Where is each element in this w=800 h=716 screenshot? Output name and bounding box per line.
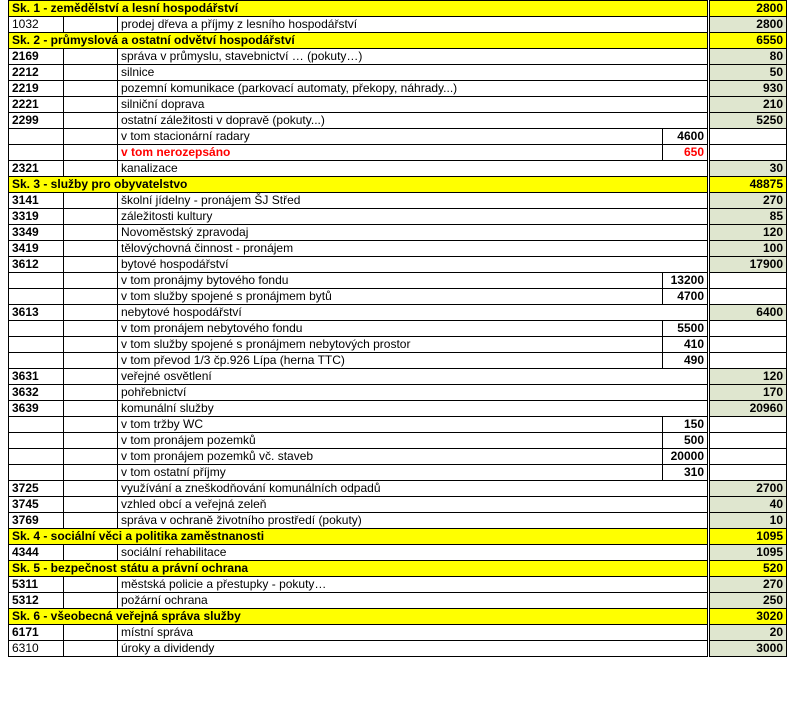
sub-item-description: v tom ostatní příjmy bbox=[118, 465, 663, 481]
item-code: 3613 bbox=[9, 305, 64, 321]
section-total: 48875 bbox=[710, 177, 787, 193]
section-title: Sk. 3 - služby pro obyvatelstvo bbox=[9, 177, 708, 193]
section-row bbox=[9, 177, 787, 193]
blank-cell bbox=[64, 385, 118, 401]
item-code: 3632 bbox=[9, 385, 64, 401]
blank-cell bbox=[9, 289, 64, 305]
sub-item-description: v tom služby spojené s pronájmem bytů bbox=[118, 289, 663, 305]
item-value: 210 bbox=[710, 97, 787, 113]
section-total: 3020 bbox=[710, 609, 787, 625]
item-row bbox=[9, 225, 787, 241]
item-code: 3612 bbox=[9, 257, 64, 273]
blank-cell bbox=[64, 417, 118, 433]
section-row bbox=[9, 1, 787, 17]
item-description: městská policie a přestupky - pokuty… bbox=[118, 577, 708, 593]
blank-cell bbox=[710, 353, 787, 369]
item-code: 3631 bbox=[9, 369, 64, 385]
sub-item-row bbox=[9, 337, 787, 353]
item-value: 20960 bbox=[710, 401, 787, 417]
item-value: 2700 bbox=[710, 481, 787, 497]
item-description: bytové hospodářství bbox=[118, 257, 708, 273]
blank-cell bbox=[710, 145, 787, 161]
item-description: využívání a zneškodňování komunálních odpadů bbox=[118, 481, 708, 497]
item-description: pozemní komunikace (parkovací automaty, překopy, náhrady...) bbox=[118, 81, 708, 97]
item-value: 80 bbox=[710, 49, 787, 65]
item-code: 3745 bbox=[9, 497, 64, 513]
item-description: silnice bbox=[118, 65, 708, 81]
item-code: 2321 bbox=[9, 161, 64, 177]
blank-cell bbox=[64, 241, 118, 257]
blank-cell bbox=[64, 369, 118, 385]
blank-cell bbox=[710, 289, 787, 305]
item-row bbox=[9, 497, 787, 513]
blank-cell bbox=[64, 65, 118, 81]
sub-item-description: v tom pronájem pozemků vč. staveb bbox=[118, 449, 663, 465]
blank-cell bbox=[64, 49, 118, 65]
section-total: 1095 bbox=[710, 529, 787, 545]
section-total: 6550 bbox=[710, 33, 787, 49]
sub-item-description: v tom převod 1/3 čp.926 Lípa (herna TTC) bbox=[118, 353, 663, 369]
blank-cell bbox=[64, 593, 118, 609]
blank-cell bbox=[9, 337, 64, 353]
blank-cell bbox=[9, 353, 64, 369]
item-code: 3319 bbox=[9, 209, 64, 225]
blank-cell bbox=[64, 337, 118, 353]
item-row bbox=[9, 593, 787, 609]
budget-table bbox=[8, 0, 787, 657]
section-row bbox=[9, 609, 787, 625]
sub-item-description: v tom nerozepsáno bbox=[118, 145, 663, 161]
item-description: správa v průmyslu, stavebnictví … (pokuty…) bbox=[118, 49, 708, 65]
blank-cell bbox=[64, 129, 118, 145]
item-code: 3419 bbox=[9, 241, 64, 257]
blank-cell bbox=[64, 433, 118, 449]
sub-item-value: 4600 bbox=[663, 129, 708, 145]
sub-item-row bbox=[9, 353, 787, 369]
item-description: ostatní záležitosti v dopravě (pokuty...) bbox=[118, 113, 708, 129]
item-value: 170 bbox=[710, 385, 787, 401]
blank-cell bbox=[64, 321, 118, 337]
blank-cell bbox=[64, 161, 118, 177]
item-code: 3725 bbox=[9, 481, 64, 497]
blank-cell bbox=[64, 257, 118, 273]
sub-item-row bbox=[9, 433, 787, 449]
item-value: 2800 bbox=[710, 17, 787, 33]
item-row bbox=[9, 513, 787, 529]
item-code: 1032 bbox=[9, 17, 64, 33]
section-total: 2800 bbox=[710, 1, 787, 17]
blank-cell bbox=[64, 513, 118, 529]
section-title: Sk. 2 - průmyslová a ostatní odvětví hospodářství bbox=[9, 33, 708, 49]
item-code: 2219 bbox=[9, 81, 64, 97]
item-code: 3769 bbox=[9, 513, 64, 529]
blank-cell bbox=[64, 545, 118, 561]
blank-cell bbox=[9, 129, 64, 145]
item-row bbox=[9, 305, 787, 321]
blank-cell bbox=[64, 145, 118, 161]
sub-item-value: 410 bbox=[663, 337, 708, 353]
item-row bbox=[9, 97, 787, 113]
item-description: nebytové hospodářství bbox=[118, 305, 708, 321]
item-value: 3000 bbox=[710, 641, 787, 657]
sub-item-value: 490 bbox=[663, 353, 708, 369]
item-value: 6400 bbox=[710, 305, 787, 321]
item-value: 1095 bbox=[710, 545, 787, 561]
item-description: školní jídelny - pronájem ŠJ Střed bbox=[118, 193, 708, 209]
section-title: Sk. 1 - zemědělství a lesní hospodářství bbox=[9, 1, 708, 17]
blank-cell bbox=[9, 145, 64, 161]
item-description: sociální rehabilitace bbox=[118, 545, 708, 561]
blank-cell bbox=[64, 225, 118, 241]
sub-item-row bbox=[9, 321, 787, 337]
item-description: kanalizace bbox=[118, 161, 708, 177]
blank-cell bbox=[64, 353, 118, 369]
item-value: 50 bbox=[710, 65, 787, 81]
blank-cell bbox=[64, 465, 118, 481]
item-value: 120 bbox=[710, 369, 787, 385]
blank-cell bbox=[64, 449, 118, 465]
item-value: 40 bbox=[710, 497, 787, 513]
item-value: 250 bbox=[710, 593, 787, 609]
blank-cell bbox=[64, 305, 118, 321]
item-row bbox=[9, 241, 787, 257]
section-title: Sk. 4 - sociální věci a politika zaměstnanosti bbox=[9, 529, 708, 545]
blank-cell bbox=[710, 449, 787, 465]
item-description: Novoměstský zpravodaj bbox=[118, 225, 708, 241]
item-description: místní správa bbox=[118, 625, 708, 641]
blank-cell bbox=[9, 449, 64, 465]
item-value: 100 bbox=[710, 241, 787, 257]
item-description: záležitosti kultury bbox=[118, 209, 708, 225]
sub-item-value: 13200 bbox=[663, 273, 708, 289]
item-value: 120 bbox=[710, 225, 787, 241]
blank-cell bbox=[64, 289, 118, 305]
item-row bbox=[9, 113, 787, 129]
item-row bbox=[9, 193, 787, 209]
blank-cell bbox=[710, 417, 787, 433]
sub-item-row bbox=[9, 449, 787, 465]
sub-item-row bbox=[9, 129, 787, 145]
budget-table-body bbox=[9, 1, 787, 657]
item-code: 2299 bbox=[9, 113, 64, 129]
section-title: Sk. 6 - všeobecná veřejná správa služby bbox=[9, 609, 708, 625]
blank-cell bbox=[64, 17, 118, 33]
sub-item-row bbox=[9, 289, 787, 305]
sub-item-description: v tom pronájem nebytového fondu bbox=[118, 321, 663, 337]
blank-cell bbox=[9, 417, 64, 433]
blank-cell bbox=[9, 433, 64, 449]
item-code: 6310 bbox=[9, 641, 64, 657]
blank-cell bbox=[9, 465, 64, 481]
sub-item-row bbox=[9, 465, 787, 481]
item-value: 10 bbox=[710, 513, 787, 529]
item-code: 6171 bbox=[9, 625, 64, 641]
blank-cell bbox=[64, 577, 118, 593]
sub-item-value: 650 bbox=[663, 145, 708, 161]
blank-cell bbox=[64, 625, 118, 641]
item-description: prodej dřeva a příjmy z lesního hospodářství bbox=[118, 17, 708, 33]
blank-cell bbox=[64, 273, 118, 289]
item-row bbox=[9, 369, 787, 385]
blank-cell bbox=[64, 481, 118, 497]
item-code: 2212 bbox=[9, 65, 64, 81]
sub-item-description: v tom pronájmy bytového fondu bbox=[118, 273, 663, 289]
item-code: 3639 bbox=[9, 401, 64, 417]
sub-item-value: 5500 bbox=[663, 321, 708, 337]
sub-item-row bbox=[9, 145, 787, 161]
item-row bbox=[9, 209, 787, 225]
blank-cell bbox=[710, 321, 787, 337]
item-code: 2221 bbox=[9, 97, 64, 113]
blank-cell bbox=[710, 433, 787, 449]
item-description: vzhled obcí a veřejná zeleň bbox=[118, 497, 708, 513]
item-row bbox=[9, 545, 787, 561]
item-row bbox=[9, 49, 787, 65]
item-code: 2169 bbox=[9, 49, 64, 65]
section-row bbox=[9, 561, 787, 577]
sub-item-value: 150 bbox=[663, 417, 708, 433]
blank-cell bbox=[64, 401, 118, 417]
blank-cell bbox=[710, 465, 787, 481]
item-code: 5311 bbox=[9, 577, 64, 593]
blank-cell bbox=[64, 641, 118, 657]
item-row bbox=[9, 385, 787, 401]
blank-cell bbox=[64, 81, 118, 97]
item-description: úroky a dividendy bbox=[118, 641, 708, 657]
item-code: 3349 bbox=[9, 225, 64, 241]
sub-item-value: 310 bbox=[663, 465, 708, 481]
blank-cell bbox=[64, 97, 118, 113]
item-row bbox=[9, 401, 787, 417]
item-description: tělovýchovná činnost - pronájem bbox=[118, 241, 708, 257]
item-value: 270 bbox=[710, 577, 787, 593]
item-value: 85 bbox=[710, 209, 787, 225]
section-row bbox=[9, 529, 787, 545]
sub-item-row bbox=[9, 273, 787, 289]
section-row bbox=[9, 33, 787, 49]
blank-cell bbox=[64, 209, 118, 225]
item-value: 5250 bbox=[710, 113, 787, 129]
blank-cell bbox=[710, 273, 787, 289]
sub-item-row bbox=[9, 417, 787, 433]
blank-cell bbox=[64, 193, 118, 209]
item-value: 20 bbox=[710, 625, 787, 641]
item-description: správa v ochraně životního prostředí (pokuty) bbox=[118, 513, 708, 529]
item-description: veřejné osvětlení bbox=[118, 369, 708, 385]
item-row bbox=[9, 481, 787, 497]
item-description: silniční doprava bbox=[118, 97, 708, 113]
item-value: 270 bbox=[710, 193, 787, 209]
item-code: 3141 bbox=[9, 193, 64, 209]
sub-item-value: 20000 bbox=[663, 449, 708, 465]
sub-item-description: v tom stacionární radary bbox=[118, 129, 663, 145]
item-description: komunální služby bbox=[118, 401, 708, 417]
sub-item-value: 4700 bbox=[663, 289, 708, 305]
item-row bbox=[9, 161, 787, 177]
section-total: 520 bbox=[710, 561, 787, 577]
sub-item-description: v tom služby spojené s pronájmem nebytových prostor bbox=[118, 337, 663, 353]
item-row bbox=[9, 625, 787, 641]
item-row bbox=[9, 257, 787, 273]
sub-item-description: v tom tržby WC bbox=[118, 417, 663, 433]
item-description: pohřebnictví bbox=[118, 385, 708, 401]
sub-item-description: v tom pronájem pozemků bbox=[118, 433, 663, 449]
item-row bbox=[9, 81, 787, 97]
sub-item-value: 500 bbox=[663, 433, 708, 449]
blank-cell bbox=[9, 321, 64, 337]
item-code: 4344 bbox=[9, 545, 64, 561]
item-value: 930 bbox=[710, 81, 787, 97]
blank-cell bbox=[710, 129, 787, 145]
blank-cell bbox=[9, 273, 64, 289]
blank-cell bbox=[64, 497, 118, 513]
item-row bbox=[9, 65, 787, 81]
item-code: 5312 bbox=[9, 593, 64, 609]
blank-cell bbox=[710, 337, 787, 353]
blank-cell bbox=[64, 113, 118, 129]
item-row bbox=[9, 577, 787, 593]
item-value: 17900 bbox=[710, 257, 787, 273]
section-title: Sk. 5 - bezpečnost státu a právní ochrana bbox=[9, 561, 708, 577]
item-value: 30 bbox=[710, 161, 787, 177]
item-row bbox=[9, 641, 787, 657]
item-row bbox=[9, 17, 787, 33]
item-description: požární ochrana bbox=[118, 593, 708, 609]
